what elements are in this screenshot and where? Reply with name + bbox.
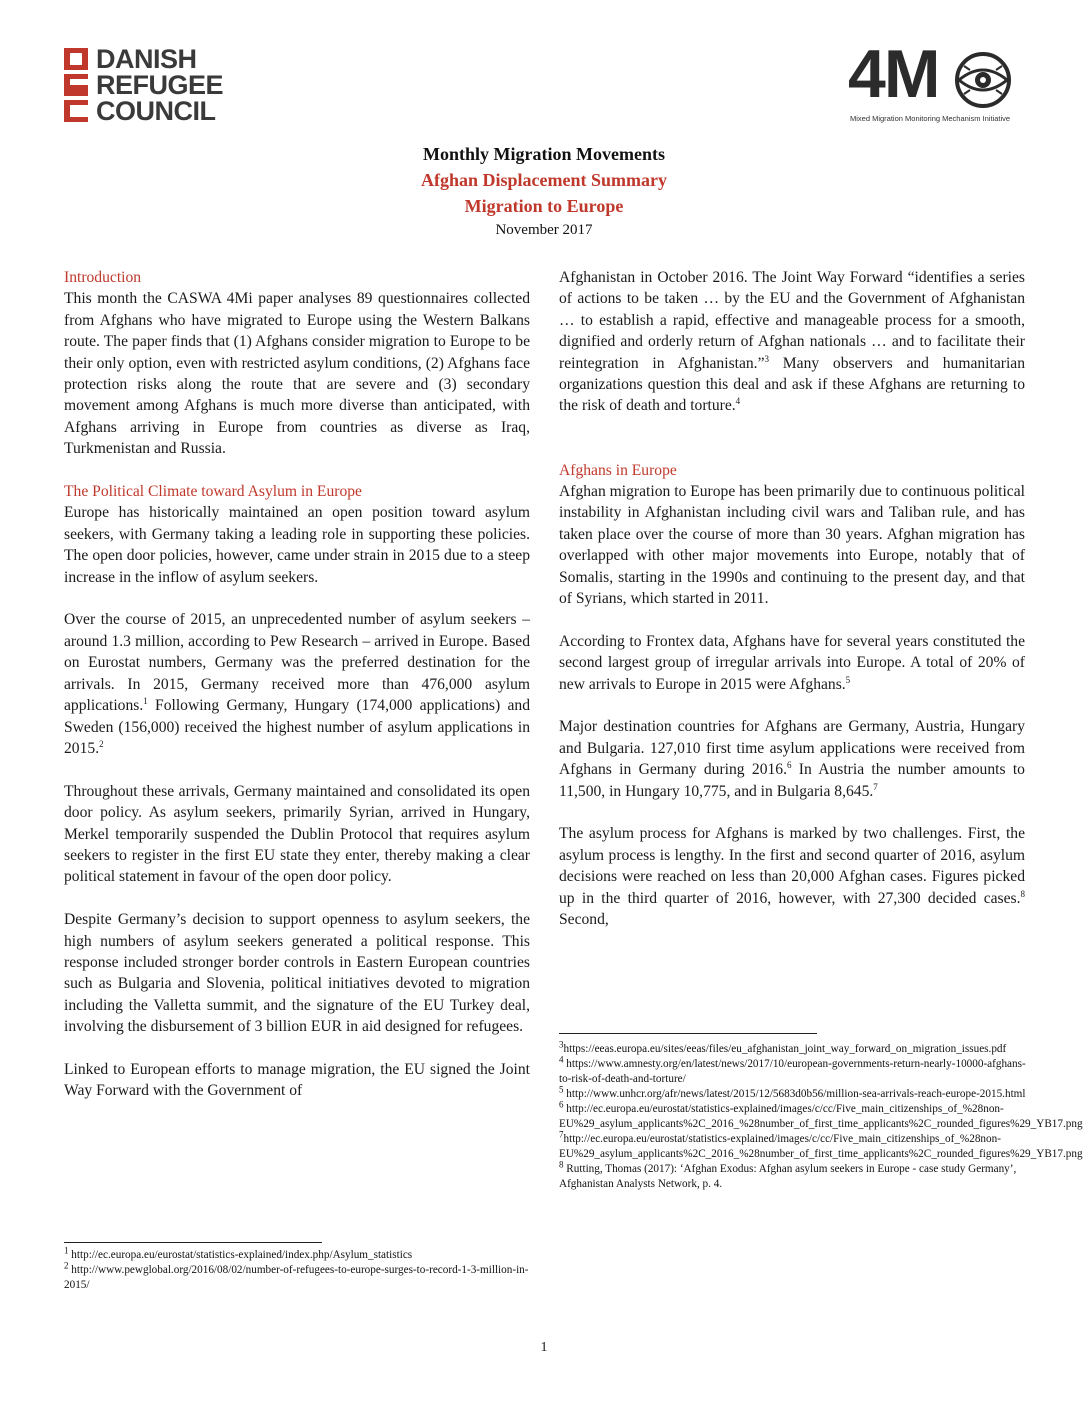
footnote-3[interactable] — [559, 1039, 1029, 1057]
footnote-ref-5[interactable]: 5 — [845, 674, 851, 685]
joint-way-text-b: Many observers and humanitarian organizations question this deal and ask if these Afghans are returning to the risk of death and torture. — [559, 354, 1025, 415]
footnote-ref-7[interactable]: 7 — [873, 781, 878, 792]
footnote-6-num: 6 — [559, 1099, 564, 1110]
footnote-2[interactable] — [64, 1260, 534, 1293]
europe-paragraph-3-text-b: In Austria the number amounts to 11,500, in Hungary 10,775, and in Bulgaria 8,645. — [559, 761, 1025, 800]
intro-heading: Introduction — [64, 269, 142, 286]
report-title: Monthly Migration Movements — [423, 144, 665, 164]
europe-paragraph-4-text-b: Second, — [559, 911, 609, 929]
footnote-6-text[interactable]: http://ec.europa.eu/eurostat/statistics-explained/images/c/cc/Five_main_citizenships_of_%28non-EU%29_asylum_applicants%2C_2016_%28number_of_first_time_applicants%2C_rounded_figures%29_YB17.png — [559, 1103, 1083, 1130]
report-topic: Migration to Europe — [464, 196, 624, 216]
joint-way-paragraph — [559, 267, 1025, 417]
footnote-1[interactable] — [64, 1245, 534, 1263]
climate-paragraph-4: Despite Germany’s decision to support openness to asylum seekers, the high numbers of asylum seekers generated a political response. This response included stronger border controls in Eastern European countries such as Bulgaria and Slovenia, political initiatives devoted to migration including the Valletta summit, and the signature of the EU Turkey deal, involving the disbursement of 3 billion EUR in aid designed for refugees. — [64, 911, 530, 1036]
europe-paragraph-2-text: According to Frontex data, Afghans have for several years constituted the second largest group of irregular arrivals into Europe. A total of 20% of new arrivals to Europe in 2015 were Afghans. — [559, 632, 1025, 693]
footnote-5-num: 5 — [559, 1084, 564, 1095]
footnote-7-text[interactable]: http://ec.europa.eu/eurostat/statistics-explained/images/c/cc/Five_main_citizenships_of_%28non-EU%29_asylum_applicants%2C_2016_%28number_of_first_time_applicants%2C_rounded_figures%29_YB17.png — [559, 1133, 1083, 1160]
climate-paragraph-1: Europe has historically maintained an open position toward asylum seekers, with Germany taking a leading role in supporting these policies. The open door policies, however, came under strain in 2015 due to a steep increase in the inflow of asylum seekers. — [64, 504, 530, 586]
europe-paragraph-4-text: The asylum process for Afghans is marked by two challenges. First, the asylum process is lengthy. In the first and second quarter of 2016, asylum decisions were reached on less than 20,000 Afghan cases. Figures picked up in the third quarter of 2016, however, with 27,300 decided cases. — [559, 825, 1025, 907]
4mi-tagline: Mixed Migration Monitoring Mechanism Initiative — [850, 114, 1011, 123]
right-footnotes — [559, 1039, 1083, 1192]
footnote-5[interactable] — [559, 1084, 1029, 1102]
footnote-3-num: 3 — [559, 1039, 564, 1050]
left-column — [64, 267, 530, 1102]
report-date: November 2017 — [495, 222, 593, 238]
europe-paragraph-3-text-a: Major destination countries for Afghans are Germany, Austria, Hungary and Bulgaria. 127,010 first time asylum applications were received from Afghans in Germany during 2016. — [559, 718, 1025, 779]
climate-paragraph-2-text-a: Over the course of 2015, an unprecedented number of asylum seekers – around 1.3 million, according to Pew Research – arrived in Europe. Based on Eurostat numbers, Germany was the preferred destination for the arrivals. In 2015, Germany received more than 476,000 asylum applications. — [64, 611, 530, 715]
climate-paragraph-5: Linked to European efforts to manage migration, the EU signed the Joint Way Forward with the Government of — [64, 1060, 530, 1100]
left-footnotes — [64, 1245, 534, 1293]
drc-line-1: DANISH — [96, 44, 197, 74]
4mi-logo-text: 4M — [848, 36, 939, 112]
eye-icon — [950, 52, 1016, 108]
climate-paragraph-2-text-b: Following Germany, Hungary (174,000 applications) and Sweden (156,000) received the highest number of asylum applications in 2015. — [64, 697, 530, 757]
europe-paragraph-3 — [559, 716, 1025, 802]
footnote-ref-2[interactable]: 2 — [99, 738, 104, 749]
footnote-8-text[interactable]: Rutting, Thomas (2017): ‘Afghan Exodus: Afghan asylum seekers in Europe - case study Germany’, Afghanistan Analysts Network, p. 4. — [559, 1163, 1017, 1190]
drc-logo — [62, 46, 262, 126]
footnote-6[interactable] — [559, 1099, 1083, 1132]
footnote-ref-1[interactable]: 1 — [143, 695, 148, 706]
footnote-1-num: 1 — [64, 1245, 69, 1256]
footnote-ref-6[interactable]: 6 — [786, 760, 792, 771]
footnote-ref-8[interactable]: 8 — [1020, 888, 1025, 899]
drc-line-2: REFUGEE — [96, 70, 224, 100]
intro-paragraph: This month the CASWA 4Mi paper analyses 89 questionnaires collected from Afghans who have migrated to Europe using the Western Balkans route. The paper finds that (1) Afghans consider migration to Europe to be their only option, even with restricted asylum conditions, (2) Afghans face protection risks along the route that are severe and (3) secondary movement among Afghans is much more diverse than anticipated, with Afghans arriving in Europe from countries as diverse as Iraq, Turkmenistan and Russia. — [64, 290, 530, 458]
footnote-5-text[interactable]: http://www.unhcr.org/afr/news/latest/2015/12/5683d0b56/million-sea-arrivals-reach-europe-2015.html — [563, 1088, 1026, 1100]
right-footnote-rule — [559, 1033, 817, 1034]
europe-heading: Afghans in Europe — [559, 461, 677, 479]
footnote-4-text[interactable]: https://www.amnesty.org/en/latest/news/2017/10/european-governments-return-nearly-10000-afghans-to-risk-of-death-and-torture/ — [559, 1058, 1026, 1085]
climate-paragraph-2 — [64, 609, 530, 759]
joint-way-text-a: Afghanistan in October 2016. The Joint Way Forward “identifies a series of actions to be taken … by the EU and the Government of Afghanistan … to establish a rapid, effective and manageable process for a smooth, dignified and orderly return of Afghan nationals … and to facilitate their reintegration in Afghanistan.” — [559, 269, 1025, 372]
footnote-7[interactable] — [559, 1129, 1083, 1162]
page-number: 1 — [540, 1340, 548, 1355]
left-footnote-rule — [64, 1242, 322, 1243]
footnote-2-text[interactable]: http://www.pewglobal.org/2016/08/02/number-of-refugees-to-europe-surges-to-record-1-3-million-in-2015/ — [64, 1264, 529, 1291]
europe-paragraph-2 — [559, 631, 1025, 695]
footnote-2-num: 2 — [64, 1260, 69, 1271]
footnote-8-num: 8 — [559, 1159, 564, 1170]
footnote-8[interactable] — [559, 1159, 1029, 1192]
climate-heading: The Political Climate toward Asylum in Europe — [64, 483, 362, 501]
4mi-logo — [848, 36, 1028, 130]
drc-line-3: COUNCIL — [96, 96, 216, 126]
climate-paragraph-3: Throughout these arrivals, Germany maintained and consolidated its open door policy. As asylum seekers, primarily Syrian, arrived in Hungary, Merkel temporarily suspended the Dublin Protocol that requires asylum seekers to register in the first EU state they enter, thereby making a clear political statement in favour of the open door policy. — [64, 782, 530, 886]
europe-paragraph-4 — [559, 823, 1025, 930]
footnote-4[interactable] — [559, 1054, 1029, 1087]
europe-paragraph-1: Afghan migration to Europe has been primarily due to continuous political instability in Afghanistan including civil wars and Taliban rule, and has taken place over the course of more than 30 years. Afghan migration has overlapped with other major movements into Europe, notably that of Somalis, starting in the 1990s and continuing to the present day, and that of Syrians, which started in 2011. — [559, 483, 1025, 608]
footnote-1-text[interactable]: http://ec.europa.eu/eurostat/statistics-explained/index.php/Asylum_statistics — [68, 1249, 413, 1261]
footnote-7-num: 7 — [559, 1129, 564, 1140]
footnote-ref-4[interactable]: 4 — [735, 396, 741, 407]
right-column — [559, 267, 1025, 931]
drc-logo-mark-icon — [62, 46, 92, 124]
spacer — [559, 438, 1025, 459]
footnote-ref-3[interactable]: 3 — [764, 353, 770, 364]
drc-logo-text — [96, 46, 223, 124]
footnote-4-num: 4 — [559, 1054, 564, 1065]
report-subtitle: Afghan Displacement Summary — [421, 170, 667, 190]
footnote-3-text[interactable]: https://eeas.europa.eu/sites/eeas/files/eu_afghanistan_joint_way_forward_on_migration_issues.pdf — [563, 1043, 1007, 1055]
title-block — [0, 144, 1088, 244]
